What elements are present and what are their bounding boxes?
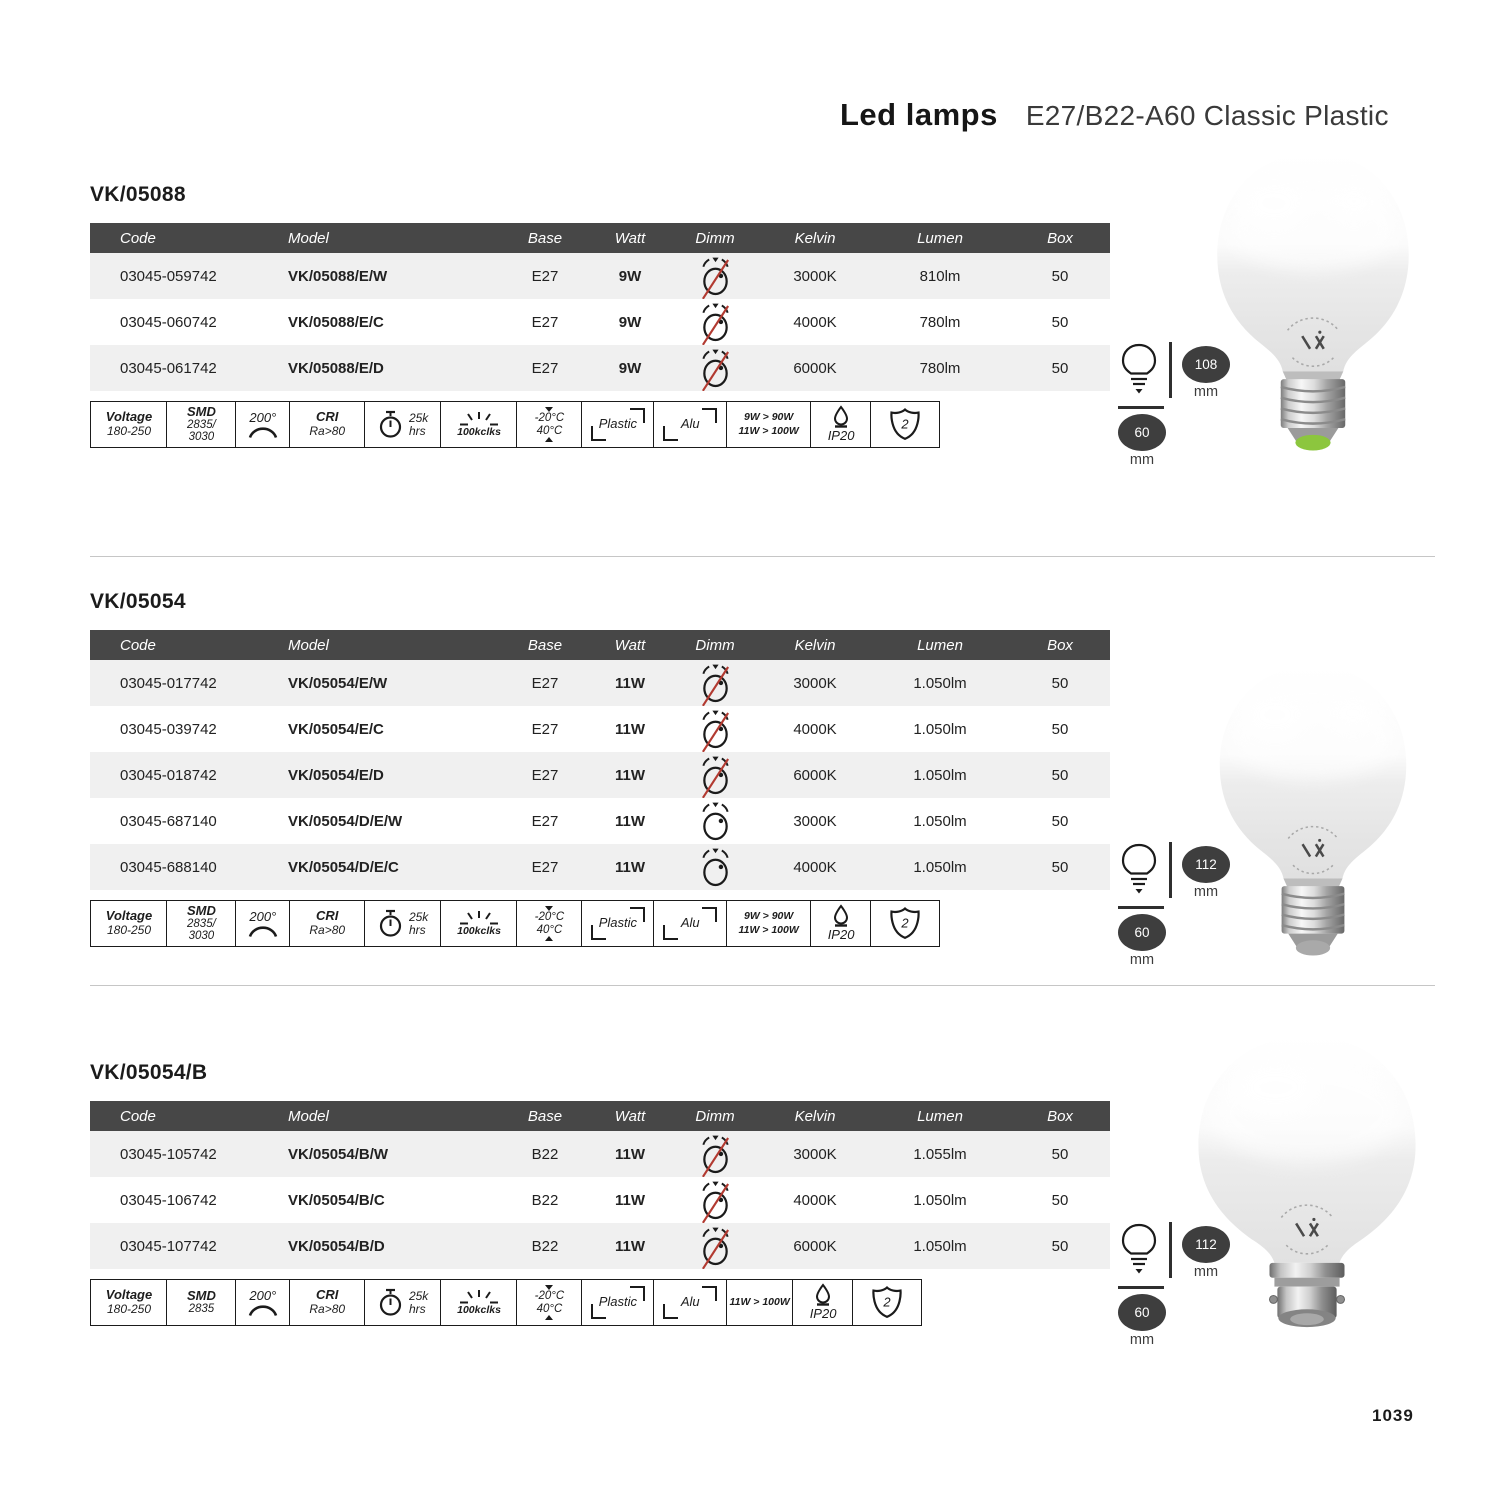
col-model: Model — [288, 1107, 329, 1125]
non-dimmable-icon — [699, 661, 732, 706]
col-lumen: Lumen — [917, 1107, 963, 1125]
cell-box: 50 — [1051, 1145, 1069, 1163]
product-table — [90, 223, 1110, 391]
cell-base: B22 — [531, 1191, 559, 1209]
cell-box: 50 — [1051, 674, 1069, 692]
table-header — [90, 1101, 1110, 1131]
bracket-corner-icon — [630, 907, 645, 922]
col-kelvin: Kelvin — [794, 1107, 836, 1125]
spec-temperature-cell: -20°C 40°C — [516, 401, 582, 448]
section-divider — [90, 985, 1435, 986]
cell-box: 50 — [1051, 1191, 1069, 1209]
col-watt: Watt — [614, 1107, 646, 1125]
cell-box: 50 — [1051, 766, 1069, 784]
col-code: Code — [120, 1107, 156, 1125]
spec-material-cell: Alu — [653, 900, 727, 947]
bracket-corner-icon — [702, 1286, 717, 1301]
cell-model: VK/05054/B/W — [288, 1145, 389, 1163]
cell-base: E27 — [531, 858, 559, 876]
bracket-corner-icon — [702, 408, 717, 423]
cell-watt: 11W — [614, 1237, 645, 1255]
diameter-value-badge: 60 — [1118, 414, 1166, 451]
spec-equivalence-cell: 9W > 90W 11W > 100W — [726, 401, 812, 448]
cell-watt: 9W — [618, 313, 642, 331]
cell-code: 03045-059742 — [120, 267, 217, 285]
table-row — [90, 706, 1110, 752]
warranty-shield-icon — [887, 407, 923, 442]
cell-lumen: 810lm — [919, 267, 961, 285]
cell-lumen: 1.050lm — [913, 1237, 967, 1255]
cell-base: E27 — [531, 812, 559, 830]
col-box: Box — [1047, 636, 1073, 654]
cell-code: 03045-018742 — [120, 766, 217, 784]
cell-dimm — [670, 798, 760, 844]
bracket-corner-icon — [702, 907, 717, 922]
non-dimmable-icon — [699, 300, 732, 345]
spec-switch-cycles-cell: 100kclks — [440, 401, 518, 448]
cell-watt: 11W — [614, 674, 645, 692]
spec-material-cell: Plastic — [581, 900, 655, 947]
cell-code: 03045-688140 — [120, 858, 217, 876]
product-table — [90, 1101, 1110, 1269]
cell-lumen: 1.050lm — [913, 766, 967, 784]
bracket-corner-icon — [630, 1286, 645, 1301]
cell-base: B22 — [531, 1145, 559, 1163]
bracket-corner-icon — [663, 426, 678, 441]
height-unit: mm — [1193, 384, 1219, 400]
dimmable-icon — [699, 845, 732, 890]
col-dimm: Dimm — [695, 1107, 735, 1125]
col-code: Code — [120, 636, 156, 654]
section-title: VK/05054 — [90, 590, 186, 613]
cell-dimm — [670, 1131, 760, 1177]
spec-voltage-cell: Voltage 180-250 — [90, 401, 168, 448]
section-title: VK/05054/B — [90, 1061, 208, 1084]
cell-box: 50 — [1051, 812, 1069, 830]
col-watt: Watt — [614, 636, 646, 654]
table-header — [90, 630, 1110, 660]
col-kelvin: Kelvin — [794, 229, 836, 247]
cell-watt: 9W — [618, 359, 642, 377]
cell-kelvin: 6000K — [793, 359, 837, 377]
temp-min-arrow-icon — [545, 936, 553, 941]
spec-cri-cell: CRI Ra>80 — [289, 1279, 365, 1326]
cell-model: VK/05054/E/D — [288, 766, 384, 784]
bracket-corner-icon — [591, 925, 606, 940]
diameter-value-badge: 60 — [1118, 914, 1166, 951]
table-row — [90, 798, 1110, 844]
non-dimmable-icon — [699, 753, 732, 798]
temp-min-arrow-icon — [545, 1315, 553, 1320]
page-number: 1039 — [1372, 1406, 1414, 1425]
cell-base: E27 — [531, 267, 559, 285]
col-code: Code — [120, 229, 156, 247]
bulb-photo-b22 — [1158, 1026, 1456, 1332]
cell-model: VK/05054/E/C — [288, 720, 384, 738]
warranty-shield-icon — [887, 906, 923, 941]
cell-dimm — [670, 345, 760, 391]
cell-watt: 11W — [614, 858, 645, 876]
col-lumen: Lumen — [917, 229, 963, 247]
svg-text:2: 2 — [901, 416, 910, 432]
table-row — [90, 299, 1110, 345]
cell-base: B22 — [531, 1237, 559, 1255]
cell-lumen: 1.055lm — [913, 1145, 967, 1163]
cell-box: 50 — [1051, 1237, 1069, 1255]
cell-code: 03045-687140 — [120, 812, 217, 830]
cell-kelvin: 6000K — [793, 766, 837, 784]
height-unit: mm — [1193, 1264, 1219, 1280]
col-dimm: Dimm — [695, 229, 735, 247]
height-value-badge: 112 — [1182, 1226, 1230, 1263]
table-row — [90, 253, 1110, 299]
cell-lumen: 1.050lm — [913, 1191, 967, 1209]
lifetime-icon — [377, 1288, 404, 1317]
table-row — [90, 660, 1110, 706]
cell-dimm — [670, 1223, 760, 1269]
cell-dimm — [670, 660, 760, 706]
page-header — [840, 97, 1389, 133]
beam-angle-icon — [246, 924, 280, 937]
diameter-unit: mm — [1129, 452, 1155, 468]
bulb-outline-icon — [1118, 842, 1160, 898]
spec-material-cell: Plastic — [581, 401, 655, 448]
spec-temperature-cell: -20°C 40°C — [516, 900, 582, 947]
spec-beam-angle-cell: 200° — [235, 900, 291, 947]
page-subtitle: E27/B22-A60 Classic Plastic — [1025, 100, 1389, 131]
cell-model: VK/05088/E/D — [288, 359, 384, 377]
diameter-unit: mm — [1129, 1332, 1155, 1348]
cell-model: VK/05054/B/C — [288, 1191, 385, 1209]
bracket-corner-icon — [591, 1304, 606, 1319]
page-title: Led lamps — [840, 97, 998, 132]
section-divider — [90, 556, 1435, 557]
cell-code: 03045-060742 — [120, 313, 217, 331]
table-row — [90, 1223, 1110, 1269]
spec-equivalence-cell: 9W > 90W 11W > 100W — [726, 900, 812, 947]
cell-lumen: 1.050lm — [913, 674, 967, 692]
cell-kelvin: 3000K — [793, 1145, 837, 1163]
spec-voltage-cell: Voltage 180-250 — [90, 900, 168, 947]
spec-lifetime-cell: 25k hrs — [364, 1279, 442, 1326]
col-lumen: Lumen — [917, 636, 963, 654]
spec-material-cell: Plastic — [581, 1279, 655, 1326]
cell-kelvin: 4000K — [793, 858, 837, 876]
cell-base: E27 — [531, 359, 559, 377]
spec-lifetime-cell: 25k hrs — [364, 900, 442, 947]
cell-model: VK/05088/E/W — [288, 267, 388, 285]
product-section — [90, 183, 1110, 448]
cell-code: 03045-039742 — [120, 720, 217, 738]
diameter-measure-line — [1118, 906, 1164, 909]
cell-kelvin: 4000K — [793, 1191, 837, 1209]
non-dimmable-icon — [699, 254, 732, 299]
cell-code: 03045-105742 — [120, 1145, 217, 1163]
spec-switch-cycles-cell: 100kclks — [440, 1279, 518, 1326]
cell-box: 50 — [1051, 267, 1069, 285]
cell-code: 03045-106742 — [120, 1191, 217, 1209]
product-image-bulb — [1188, 652, 1438, 971]
spec-beam-angle-cell: 200° — [235, 1279, 291, 1326]
cell-lumen: 1.050lm — [913, 720, 967, 738]
cell-base: E27 — [531, 674, 559, 692]
cell-model: VK/05054/E/W — [288, 674, 388, 692]
spec-ip-rating-cell: IP20 — [810, 900, 872, 947]
col-base: Base — [527, 229, 563, 247]
cell-code: 03045-017742 — [120, 674, 217, 692]
cell-dimm — [670, 299, 760, 345]
cell-lumen: 1.050lm — [913, 858, 967, 876]
table-row — [90, 752, 1110, 798]
cell-watt: 11W — [614, 720, 645, 738]
spec-temperature-cell: -20°C 40°C — [516, 1279, 582, 1326]
non-dimmable-icon — [699, 1132, 732, 1177]
cell-lumen: 780lm — [919, 359, 961, 377]
cell-model: VK/05054/D/E/W — [288, 812, 403, 830]
non-dimmable-icon — [699, 1178, 732, 1223]
col-base: Base — [527, 1107, 563, 1125]
product-image-bulb — [1158, 1026, 1456, 1337]
cell-model: VK/05054/B/D — [288, 1237, 385, 1255]
section-title: VK/05088 — [90, 183, 186, 206]
bulb-photo-e27 — [1188, 652, 1438, 966]
product-table — [90, 630, 1110, 890]
lifetime-icon — [377, 410, 404, 439]
beam-angle-icon — [246, 425, 280, 438]
product-section — [90, 1061, 1110, 1326]
cell-model: VK/05088/E/C — [288, 313, 384, 331]
table-row — [90, 844, 1110, 890]
height-unit: mm — [1193, 884, 1219, 900]
cell-dimm — [670, 706, 760, 752]
lifetime-icon — [377, 909, 404, 938]
cell-watt: 11W — [614, 812, 645, 830]
spec-beam-angle-cell: 200° — [235, 401, 291, 448]
temp-min-arrow-icon — [545, 437, 553, 442]
cell-dimm — [670, 253, 760, 299]
height-value-badge: 108 — [1182, 346, 1230, 383]
cell-box: 50 — [1051, 720, 1069, 738]
bulb-outline-icon — [1118, 342, 1160, 398]
bracket-corner-icon — [663, 925, 678, 940]
col-kelvin: Kelvin — [794, 636, 836, 654]
cell-kelvin: 4000K — [793, 720, 837, 738]
cell-kelvin: 3000K — [793, 674, 837, 692]
warranty-shield-icon — [869, 1285, 905, 1320]
spec-strip — [90, 401, 1110, 448]
table-row — [90, 345, 1110, 391]
spec-voltage-cell: Voltage 180-250 — [90, 1279, 168, 1326]
spec-switch-cycles-cell: 100kclks — [440, 900, 518, 947]
spec-ip-rating-cell: IP20 — [792, 1279, 854, 1326]
diameter-value-badge: 60 — [1118, 1294, 1166, 1331]
spec-warranty-cell — [852, 1279, 922, 1326]
cell-model: VK/05054/D/E/C — [288, 858, 399, 876]
cell-kelvin: 3000K — [793, 267, 837, 285]
bulb-photo-e27-green-tip — [1186, 138, 1440, 462]
cell-dimm — [670, 844, 760, 890]
ip-droplet-icon — [814, 1283, 832, 1307]
switch-cycles-icon — [458, 1289, 500, 1304]
cell-dimm — [670, 1177, 760, 1223]
cell-lumen: 1.050lm — [913, 812, 967, 830]
dimmable-icon — [699, 799, 732, 844]
product-section — [90, 590, 1110, 947]
ip-droplet-icon — [832, 405, 850, 429]
bracket-corner-icon — [591, 426, 606, 441]
cell-base: E27 — [531, 766, 559, 784]
col-box: Box — [1047, 1107, 1073, 1125]
spec-smd-cell: SMD 2835 — [166, 1279, 236, 1326]
col-base: Base — [527, 636, 563, 654]
bracket-corner-icon — [663, 1304, 678, 1319]
non-dimmable-icon — [699, 346, 732, 391]
switch-cycles-icon — [458, 910, 500, 925]
spec-warranty-cell — [870, 401, 940, 448]
spec-material-cell: Alu — [653, 1279, 727, 1326]
cell-dimm — [670, 752, 760, 798]
col-model: Model — [288, 229, 329, 247]
cell-box: 50 — [1051, 858, 1069, 876]
col-watt: Watt — [614, 229, 646, 247]
spec-cri-cell: CRI Ra>80 — [289, 900, 365, 947]
col-box: Box — [1047, 229, 1073, 247]
height-measure-line — [1169, 342, 1172, 398]
bulb-outline-icon — [1118, 1222, 1160, 1278]
cell-box: 50 — [1051, 313, 1069, 331]
cell-box: 50 — [1051, 359, 1069, 377]
diameter-unit: mm — [1129, 952, 1155, 968]
spec-strip — [90, 900, 1110, 947]
cell-watt: 9W — [618, 267, 642, 285]
svg-text:2: 2 — [901, 915, 910, 931]
svg-text:2: 2 — [883, 1294, 892, 1310]
cell-kelvin: 6000K — [793, 1237, 837, 1255]
bracket-corner-icon — [630, 408, 645, 423]
ip-droplet-icon — [832, 904, 850, 928]
spec-ip-rating-cell: IP20 — [810, 401, 872, 448]
diameter-measure-line — [1118, 406, 1164, 409]
cell-kelvin: 4000K — [793, 313, 837, 331]
spec-smd-cell: SMD 2835/ 3030 — [166, 900, 236, 947]
cell-code: 03045-107742 — [120, 1237, 217, 1255]
spec-material-cell: Alu — [653, 401, 727, 448]
height-value-badge: 112 — [1182, 846, 1230, 883]
cell-watt: 11W — [614, 766, 645, 784]
spec-lifetime-cell: 25k hrs — [364, 401, 442, 448]
spec-equivalence-cell: 11W > 100W — [726, 1279, 794, 1326]
switch-cycles-icon — [458, 411, 500, 426]
product-image-bulb — [1186, 138, 1440, 467]
table-row — [90, 1131, 1110, 1177]
cell-lumen: 780lm — [919, 313, 961, 331]
spec-warranty-cell — [870, 900, 940, 947]
spec-strip — [90, 1279, 1110, 1326]
spec-smd-cell: SMD 2835/ 3030 — [166, 401, 236, 448]
spec-cri-cell: CRI Ra>80 — [289, 401, 365, 448]
table-row — [90, 1177, 1110, 1223]
table-header — [90, 223, 1110, 253]
cell-watt: 11W — [614, 1145, 645, 1163]
beam-angle-icon — [246, 1303, 280, 1316]
cell-base: E27 — [531, 720, 559, 738]
cell-code: 03045-061742 — [120, 359, 217, 377]
non-dimmable-icon — [699, 707, 732, 752]
cell-base: E27 — [531, 313, 559, 331]
cell-watt: 11W — [614, 1191, 645, 1209]
col-model: Model — [288, 636, 329, 654]
non-dimmable-icon — [699, 1224, 732, 1269]
cell-kelvin: 3000K — [793, 812, 837, 830]
height-measure-line — [1169, 842, 1172, 898]
col-dimm: Dimm — [695, 636, 735, 654]
